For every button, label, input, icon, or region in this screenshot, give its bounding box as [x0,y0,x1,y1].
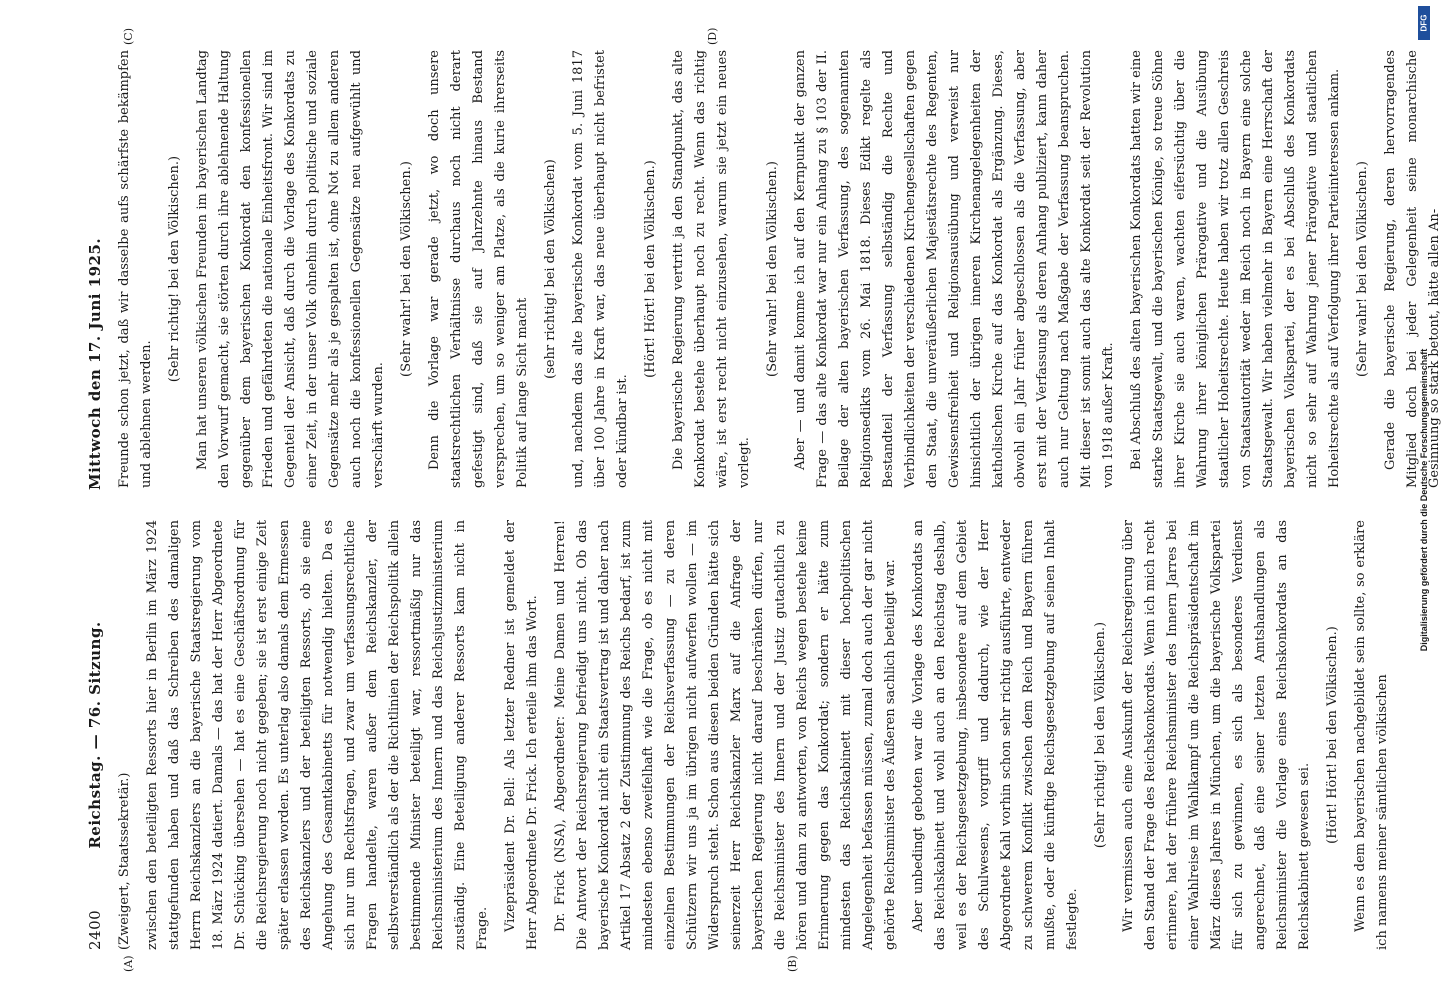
paragraph: und, nachdem das alte bayerische Konkordat vom 5. Juni 1817 über 100 Jahre in Kraft war, das neue überhaupt nicht befristet oder kündbar ist. [571,50,630,488]
paragraph: Die bayerische Regierung vertritt ja den Standpunkt, das alte Konkordat bestehe überhaupt noch zu recht. Wenn das richtig wäre, ist erst recht nicht einzusehen, warum sie jetzt ein neues vorlegt. [671,50,752,488]
paragraph: Vizepräsident Dr. Bell: Als letzter Redner ist gemeldet der Herr Abgeordnete Dr. Frick. Ich erteile ihm das Wort. [503,520,540,950]
paragraph: zwischen den beteiligten Ressorts hier in Berlin im März 1924 stattgefunden haben und daß das Schreiben des damaligen Herrn Reichskanzlers an die bayerische Staatsregierung vom 18. März 1924 datiert. Damals — das hat der Herr Abgeordnete Dr. Schücking übersehen — hat es eine Geschäftsordnung für die Reichsregierung noch nicht gegeben; sie ist erst einige Zeit später erlassen worden. Es unterlag also damals dem Ermessen des Reichskanzlers und der beteiligten Ressorts, ob sie eine Angehung des Gesamtkabinetts für notwendig hielten. Da es sich nur um Rechtsfragen, und zwar um verfassungsrechtliche Fragen handelte, waren außer dem Reichskanzler, der selbstverständlich als der die Richtlinien der Reichspolitik allein bestimmende Minister beteiligt war, ressortmäßig nur das Reichsministerium des Innern und das Reichsjustizministerium zuständig. Eine Beteiligung anderer Ressorts kam nicht in Frage. [145,520,490,950]
digitization-credit: Digitalisierung gefördert durch die Deutsche Forschungsgemeinschaft [1419,348,1429,652]
header-session: Reichstag. — 76. Sitzung. [86,621,104,849]
paragraph: (Sehr richtig! bei den Völkischen.) [167,155,182,383]
paragraph: (Hört! Hört! bei den Völkischen.) [643,160,658,378]
paragraph: (Sehr richtig! bei den Völkischen.) [1093,621,1108,849]
dfg-logo: DFG [1418,6,1430,40]
paragraph: Dr. Frick (NSA), Abgeordneter: Meine Damen und Herren! Die Antwort der Reichsregierung befriedigt uns nicht. Ob das bayerische Konkordat nicht ein Staatsvertrag ist und daher nach Artikel 17 Absatz 2 der Zustimmung des Reichs bedarf, ist zum mindesten ebenso zweifelhaft wie die Frage, ob es nicht mit einzelnen Bestimmungen der Reichsverfassung — zu deren Schützern wir uns ja im übrigen nicht aufwerfen wollen — im Widerspruch steht. Schon aus diesen beiden Gründen hätte sich seinerzeit Herr Reichskanzler Marx auf die Anfrage der bayerischen Regierung nicht darauf beschränken dürfen, nur die Reichsminister des Innern und der Justiz gutachtlich zu hören und dann zu antworten, von Reichs wegen bestehe keine Erinnerung gegen das Konkordat; sondern er hätte zum mindesten das Reichskabinett mit dieser hochpolitischen Angelegenheit befassen müssen, zumal doch auch der gar nicht gehörte Reichsminister des Äußeren sachlich beteiligt war. [553,520,898,950]
left-text-column [114,520,1390,950]
margin-mark-a: (A) [122,955,135,972]
paragraph: Man hat unseren völkischen Freunden im bayerischen Landtag den Vorwurf gemacht, sie störten durch ihre ablehnende Haltung gegenüber dem bayerischen Konkordat den konfessionellen Frieden und gefährdeten die nationale Einheitsfront. Wir sind im Gegenteil der Ansicht, daß durch die Vorlage des Konkordats zu einer Zeit, in der unser Volk ohnehin durch politische und soziale Gegensätze mehr als je gespalten ist, ohne Not zu allem anderen auch noch die konfessionellen Gegensätze neu aufgewühlt und verschärft wurden. [195,50,386,488]
paragraph: Freunde schon jetzt, daß wir dasselbe aufs schärfste bekämpfen und ablehnen werden. [117,50,154,488]
margin-mark-b: (B) [786,955,799,972]
paragraph: Aber unbedingt geboten war die Vorlage des Konkordats an das Reichskabinett und wohl auch an den Reichstag deshalb, weil es der Reichsgesetzgebung, insbesondere auf dem Gebiet des Schulwesens, vorgriff und dadurch, wie der Herr Abgeordnete Kahl vorhin schon sehr richtig ausführte, entweder zu schwerem Konflikt zwischen dem Reich und Bayern führen mußte, oder die künftige Reichsgesetzgebung auf seinen Inhalt festlegte. [911,520,1080,950]
page-number: 2400 [86,909,104,950]
paragraph: (sehr richtig! bei den Völkischen) [543,159,558,379]
paragraph: (Sehr wahr! bei den Völkischen.) [1355,161,1370,377]
paragraph: (Hört! Hört! bei den Völkischen.) [1325,626,1340,844]
right-text-column [114,50,1442,488]
paragraph: Bei Abschluß des alten bayerischen Konkordats hatten wir eine starke Staatsgewalt, und die bayerischen Könige, so treue Söhne ihrer Kirche sie auch waren, wachten eifersüchtig über die Wahrung ihrer königlichen Prärogative und die Ausübung staatlicher Hoheitsrechte. Heute haben wir trotz allen Geschreis von Staatsautorität weder im Reich noch in Bayern eine solche Staatsgewalt. Wir haben vielmehr in Bayern eine Herrschaft der bayerischen Volkspartei, der es bei Abschluß des Konkordats nicht so sehr auf Wahrung jener Prärogative und staatlichen Hoheitsrechte als auf Verfolgung ihrer Parteiinteressen ankam. [1129,50,1342,488]
margin-mark-d: (D) [706,27,719,45]
paragraph: Wenn es dem bayerischen nachgebildet sein sollte, so erkläre ich namens meiner sämtlichen völkischen [1353,520,1390,950]
paragraph: Aber — und damit komme ich auf den Kernpunkt der ganzen Frage — das alte Konkordat war nur ein Anhang zu § 103 der II. Beilage der alten bayerischen Verfassung, des sogenannten Religionsedikts vom 26. Mai 1818. Dieses Edikt regelte als Bestandteil der Verfassung selbständig die Rechte und Verbindlichkeiten der verschiedenen Kirchengesellschaften gegen den Staat, die unveräußerlichen Majestätsrechte des Regenten, Gewissensfreiheit und Religionsausübung und verweist nur hinsichtlich der übrigen inneren Kirchenangelegenheiten der katholischen Kirche auf das Konkordat als Ergänzung. Dieses, obwohl ein Jahr früher abgeschlossen als die Verfassung, aber erst mit der Verfassung als deren Anhang publiziert, kann daher auch nur Geltung nach Maßgabe der Verfassung beanspruchen. Mit dieser ist somit auch das alte Konkordat seit der Revolution von 1918 außer Kraft. [793,50,1116,488]
paragraph: (Sehr wahr! bei den Völkischen.) [399,161,414,377]
paragraph: (Sehr wahr! bei den Völkischen.) [765,161,780,377]
paragraph: Denn die Vorlage war gerade jetzt, wo doch unsere staatsrechtlichen Verhältnisse durchaus noch nicht derart gefestigt sind, daß sie auf Jahrzehnte hinaus Bestand versprechen, um so weniger am Platze, als die kurie ihrerseits Politik auf lange Sicht macht [427,50,530,488]
header-date: Mittwoch den 17. Juni 1925. [86,237,104,490]
margin-mark-c: (C) [122,28,135,45]
paragraph: Wir vermissen auch eine Auskunft der Reichsregierung über den Stand der Frage des Reichskonkordats. Wenn ich mich recht erinnere, hat der frühere Reichsminister des Innern Jarres bei einer Wahlreise im Wahlkampf um die Reichspräsidentschaft im März dieses Jahres in München, um die bayerische Volkspartei für sich zu gewinnen, es sich als besonderes Verdienst angerechnet, daß eine seiner letzten Amtshandlungen als Reichsminister die Vorlage eines Reichskonkordats an das Reichskabinett gewesen sei. [1121,520,1312,950]
paragraph: Gerade die bayerische Regierung, deren hervorragendes Mitglied doch bei jeder Gelegenheit seine monarchische Gesinnung so stark betont, hätte allen An- [1383,50,1442,488]
paragraph: (Zweigert, Staatssekretär.) [117,772,132,950]
